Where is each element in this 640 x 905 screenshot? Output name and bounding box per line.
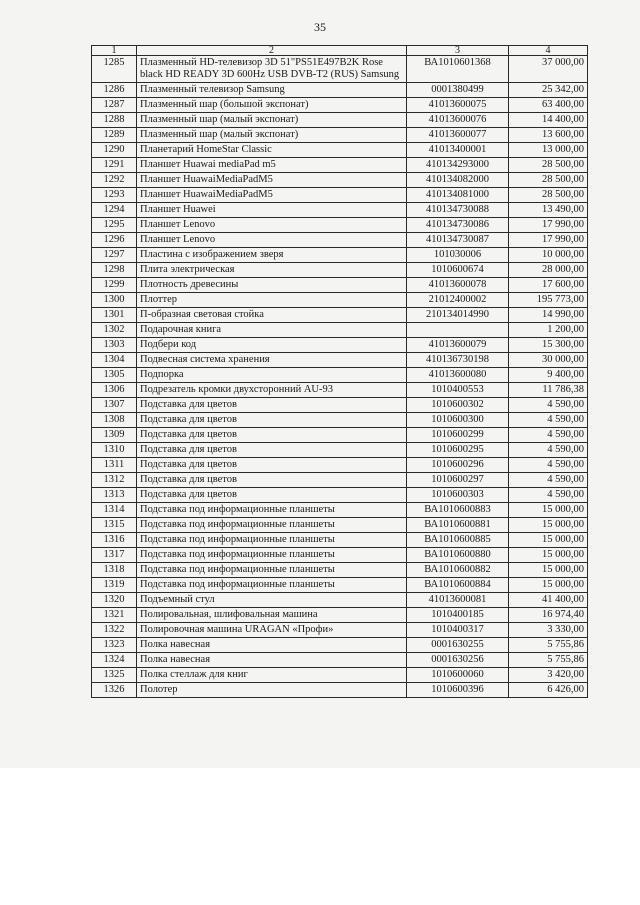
- row-inventory-code: 1010600297: [407, 473, 509, 488]
- row-item-name: Подставка для цветов: [137, 458, 407, 473]
- row-inventory-code: 0001380499: [407, 83, 509, 98]
- row-price: 5 755,86: [509, 653, 588, 668]
- row-number: 1322: [92, 623, 137, 638]
- row-price: 11 786,38: [509, 383, 588, 398]
- table-row: [92, 293, 588, 308]
- row-number: 1320: [92, 593, 137, 608]
- row-number: 1300: [92, 293, 137, 308]
- row-number: 1296: [92, 233, 137, 248]
- row-item-name: Подставка под информационные планшеты: [137, 533, 407, 548]
- row-item-name: Плита электрическая: [137, 263, 407, 278]
- row-number: 1306: [92, 383, 137, 398]
- table-row: [92, 113, 588, 128]
- row-item-name: Подвесная система хранения: [137, 353, 407, 368]
- row-price: 15 000,00: [509, 578, 588, 593]
- row-item-name: Подставка для цветов: [137, 443, 407, 458]
- row-item-name: Планшет Huawei: [137, 203, 407, 218]
- row-inventory-code: ВА1010601368: [407, 56, 509, 83]
- row-inventory-code: 210134014990: [407, 308, 509, 323]
- row-number: 1302: [92, 323, 137, 338]
- column-header-number: 1: [92, 46, 137, 56]
- table-row: [92, 56, 588, 83]
- row-number: 1324: [92, 653, 137, 668]
- row-inventory-code: 21012400002: [407, 293, 509, 308]
- row-price: 15 300,00: [509, 338, 588, 353]
- row-inventory-code: 410134082000: [407, 173, 509, 188]
- column-header-code: 3: [407, 46, 509, 56]
- row-item-name: Планшет HuawaiMediaPadM5: [137, 173, 407, 188]
- row-price: 195 773,00: [509, 293, 588, 308]
- table-row: [92, 578, 588, 593]
- row-price: 4 590,00: [509, 398, 588, 413]
- table-row: [92, 128, 588, 143]
- table-row: [92, 428, 588, 443]
- table-row: [92, 668, 588, 683]
- row-inventory-code: 41013600077: [407, 128, 509, 143]
- row-inventory-code: 1010400553: [407, 383, 509, 398]
- row-number: 1315: [92, 518, 137, 533]
- row-item-name: Подставка под информационные планшеты: [137, 563, 407, 578]
- row-number: 1287: [92, 98, 137, 113]
- row-item-name: Плазменный шар (большой экспонат): [137, 98, 407, 113]
- row-price: 1 200,00: [509, 323, 588, 338]
- row-number: 1307: [92, 398, 137, 413]
- row-inventory-code: ВА1010600884: [407, 578, 509, 593]
- row-price: 13 490,00: [509, 203, 588, 218]
- row-inventory-code: 41013400001: [407, 143, 509, 158]
- row-number: 1288: [92, 113, 137, 128]
- table-row: [92, 473, 588, 488]
- table-row: [92, 233, 588, 248]
- row-inventory-code: 1010600295: [407, 443, 509, 458]
- row-item-name: П-образная световая стойка: [137, 308, 407, 323]
- table-row: [92, 218, 588, 233]
- row-item-name: Планшет HuawaiMediaPadM5: [137, 188, 407, 203]
- table-row: [92, 143, 588, 158]
- row-item-name: Плоттер: [137, 293, 407, 308]
- row-number: 1286: [92, 83, 137, 98]
- row-price: 13 000,00: [509, 143, 588, 158]
- row-inventory-code: ВА1010600885: [407, 533, 509, 548]
- row-number: 1305: [92, 368, 137, 383]
- column-header-price: 4: [509, 46, 588, 56]
- table-header-row: [92, 46, 588, 56]
- row-price: 28 500,00: [509, 158, 588, 173]
- row-number: 1326: [92, 683, 137, 698]
- row-inventory-code: 41013600081: [407, 593, 509, 608]
- row-item-name: Подбери код: [137, 338, 407, 353]
- page-number: 35: [314, 20, 326, 34]
- row-number: 1292: [92, 173, 137, 188]
- row-price: 25 342,00: [509, 83, 588, 98]
- row-number: 1294: [92, 203, 137, 218]
- table-row: [92, 353, 588, 368]
- row-inventory-code: ВА1010600880: [407, 548, 509, 563]
- row-price: 28 000,00: [509, 263, 588, 278]
- table-row: [92, 563, 588, 578]
- row-inventory-code: ВА1010600881: [407, 518, 509, 533]
- table-row: [92, 248, 588, 263]
- row-price: 14 990,00: [509, 308, 588, 323]
- row-inventory-code: 410134293000: [407, 158, 509, 173]
- row-price: 3 420,00: [509, 668, 588, 683]
- row-price: 15 000,00: [509, 563, 588, 578]
- row-number: 1318: [92, 563, 137, 578]
- row-inventory-code: 41013600076: [407, 113, 509, 128]
- row-item-name: Подставка под информационные планшеты: [137, 503, 407, 518]
- table-row: [92, 608, 588, 623]
- row-number: 1323: [92, 638, 137, 653]
- table-row: [92, 158, 588, 173]
- row-price: 28 500,00: [509, 188, 588, 203]
- row-item-name: Подставка для цветов: [137, 428, 407, 443]
- table-row: [92, 188, 588, 203]
- row-price: 10 000,00: [509, 248, 588, 263]
- row-number: 1321: [92, 608, 137, 623]
- table-row: [92, 203, 588, 218]
- table-row: [92, 548, 588, 563]
- row-item-name: Полка навесная: [137, 638, 407, 653]
- row-inventory-code: 1010400317: [407, 623, 509, 638]
- row-number: 1319: [92, 578, 137, 593]
- row-price: 9 400,00: [509, 368, 588, 383]
- row-inventory-code: 1010600296: [407, 458, 509, 473]
- row-item-name: Планшет Lenovo: [137, 233, 407, 248]
- table-row: [92, 83, 588, 98]
- row-number: 1316: [92, 533, 137, 548]
- row-price: 4 590,00: [509, 428, 588, 443]
- table-row: [92, 503, 588, 518]
- row-item-name: Полировальная, шлифовальная машина: [137, 608, 407, 623]
- row-price: 15 000,00: [509, 548, 588, 563]
- row-inventory-code: ВА1010600882: [407, 563, 509, 578]
- inventory-table: [91, 45, 588, 698]
- row-number: 1313: [92, 488, 137, 503]
- row-number: 1310: [92, 443, 137, 458]
- row-inventory-code: 41013600080: [407, 368, 509, 383]
- row-price: 41 400,00: [509, 593, 588, 608]
- row-number: 1325: [92, 668, 137, 683]
- row-number: 1297: [92, 248, 137, 263]
- row-number: 1290: [92, 143, 137, 158]
- row-inventory-code: 41013600075: [407, 98, 509, 113]
- row-item-name: Плазменный шар (малый экспонат): [137, 113, 407, 128]
- row-item-name: Плазменный телевизор Samsung: [137, 83, 407, 98]
- row-item-name: Планетарий HomeStar Classic: [137, 143, 407, 158]
- table-row: [92, 653, 588, 668]
- row-item-name: Подставка для цветов: [137, 488, 407, 503]
- table-row: [92, 98, 588, 113]
- row-inventory-code: 1010600299: [407, 428, 509, 443]
- row-number: 1295: [92, 218, 137, 233]
- row-item-name: Подставка для цветов: [137, 398, 407, 413]
- row-item-name: Подставка под информационные планшеты: [137, 518, 407, 533]
- row-inventory-code: 410134730088: [407, 203, 509, 218]
- row-item-name: Подъемный стул: [137, 593, 407, 608]
- table-row: [92, 278, 588, 293]
- row-price: 4 590,00: [509, 458, 588, 473]
- row-inventory-code: 410134730086: [407, 218, 509, 233]
- row-inventory-code: 1010400185: [407, 608, 509, 623]
- row-item-name: Плазменный шар (малый экспонат): [137, 128, 407, 143]
- row-item-name: Подставка под информационные планшеты: [137, 548, 407, 563]
- table-row: [92, 638, 588, 653]
- row-number: 1289: [92, 128, 137, 143]
- row-price: 4 590,00: [509, 473, 588, 488]
- row-price: 30 000,00: [509, 353, 588, 368]
- row-item-name: Подставка под информационные планшеты: [137, 578, 407, 593]
- table-row: [92, 488, 588, 503]
- row-inventory-code: ВА1010600883: [407, 503, 509, 518]
- row-inventory-code: 1010600674: [407, 263, 509, 278]
- table-row: [92, 368, 588, 383]
- row-item-name: Плазменный HD-телевизор 3D 51"PS51E497B2K Rose black HD READY 3D 600Hz USB DVB-T2 (RUS) Samsung: [137, 56, 407, 83]
- row-item-name: Плотность древесины: [137, 278, 407, 293]
- row-inventory-code: [407, 323, 509, 338]
- row-item-name: Полка стеллаж для книг: [137, 668, 407, 683]
- row-inventory-code: 410136730198: [407, 353, 509, 368]
- row-item-name: Пластина с изображением зверя: [137, 248, 407, 263]
- row-price: 14 400,00: [509, 113, 588, 128]
- row-item-name: Планшет Lenovo: [137, 218, 407, 233]
- row-item-name: Подпорка: [137, 368, 407, 383]
- table-row: [92, 593, 588, 608]
- row-price: 17 990,00: [509, 218, 588, 233]
- column-header-name: 2: [137, 46, 407, 56]
- row-inventory-code: 1010600302: [407, 398, 509, 413]
- row-number: 1299: [92, 278, 137, 293]
- row-item-name: Полка навесная: [137, 653, 407, 668]
- row-number: 1311: [92, 458, 137, 473]
- row-price: 4 590,00: [509, 413, 588, 428]
- table-row: [92, 338, 588, 353]
- row-item-name: Полировочная машина URAGAN «Профи»: [137, 623, 407, 638]
- row-price: 6 426,00: [509, 683, 588, 698]
- table-row: [92, 323, 588, 338]
- row-number: 1312: [92, 473, 137, 488]
- row-number: 1293: [92, 188, 137, 203]
- row-price: 15 000,00: [509, 518, 588, 533]
- row-price: 37 000,00: [509, 56, 588, 83]
- row-item-name: Подарочная книга: [137, 323, 407, 338]
- row-price: 5 755,86: [509, 638, 588, 653]
- row-inventory-code: 1010600396: [407, 683, 509, 698]
- row-inventory-code: 410134081000: [407, 188, 509, 203]
- table-row: [92, 683, 588, 698]
- row-number: 1303: [92, 338, 137, 353]
- row-number: 1291: [92, 158, 137, 173]
- row-number: 1309: [92, 428, 137, 443]
- row-price: 17 990,00: [509, 233, 588, 248]
- row-inventory-code: 41013600079: [407, 338, 509, 353]
- row-inventory-code: 1010600300: [407, 413, 509, 428]
- table-row: [92, 398, 588, 413]
- row-price: 13 600,00: [509, 128, 588, 143]
- row-number: 1304: [92, 353, 137, 368]
- row-price: 28 500,00: [509, 173, 588, 188]
- row-price: 15 000,00: [509, 503, 588, 518]
- row-number: 1308: [92, 413, 137, 428]
- table-row: [92, 308, 588, 323]
- row-item-name: Подставка для цветов: [137, 473, 407, 488]
- row-price: 17 600,00: [509, 278, 588, 293]
- row-inventory-code: 410134730087: [407, 233, 509, 248]
- row-inventory-code: 0001630255: [407, 638, 509, 653]
- row-inventory-code: 41013600078: [407, 278, 509, 293]
- row-item-name: Подрезатель кромки двухсторонний AU-93: [137, 383, 407, 398]
- row-number: 1314: [92, 503, 137, 518]
- row-inventory-code: 101030006: [407, 248, 509, 263]
- table-row: [92, 263, 588, 278]
- row-item-name: Планшет Huawai mediaPad m5: [137, 158, 407, 173]
- table-row: [92, 533, 588, 548]
- table-row: [92, 518, 588, 533]
- row-price: 4 590,00: [509, 488, 588, 503]
- row-inventory-code: 0001630256: [407, 653, 509, 668]
- row-inventory-code: 1010600303: [407, 488, 509, 503]
- row-price: 16 974,40: [509, 608, 588, 623]
- row-item-name: Подставка для цветов: [137, 413, 407, 428]
- row-inventory-code: 1010600060: [407, 668, 509, 683]
- row-number: 1301: [92, 308, 137, 323]
- table-row: [92, 173, 588, 188]
- table-row: [92, 443, 588, 458]
- row-price: 3 330,00: [509, 623, 588, 638]
- row-price: 15 000,00: [509, 533, 588, 548]
- row-price: 4 590,00: [509, 443, 588, 458]
- table-row: [92, 383, 588, 398]
- row-item-name: Полотер: [137, 683, 407, 698]
- table-row: [92, 458, 588, 473]
- row-number: 1317: [92, 548, 137, 563]
- table-body: [92, 56, 588, 698]
- row-number: 1285: [92, 56, 137, 83]
- row-number: 1298: [92, 263, 137, 278]
- row-price: 63 400,00: [509, 98, 588, 113]
- table-row: [92, 623, 588, 638]
- table-row: [92, 413, 588, 428]
